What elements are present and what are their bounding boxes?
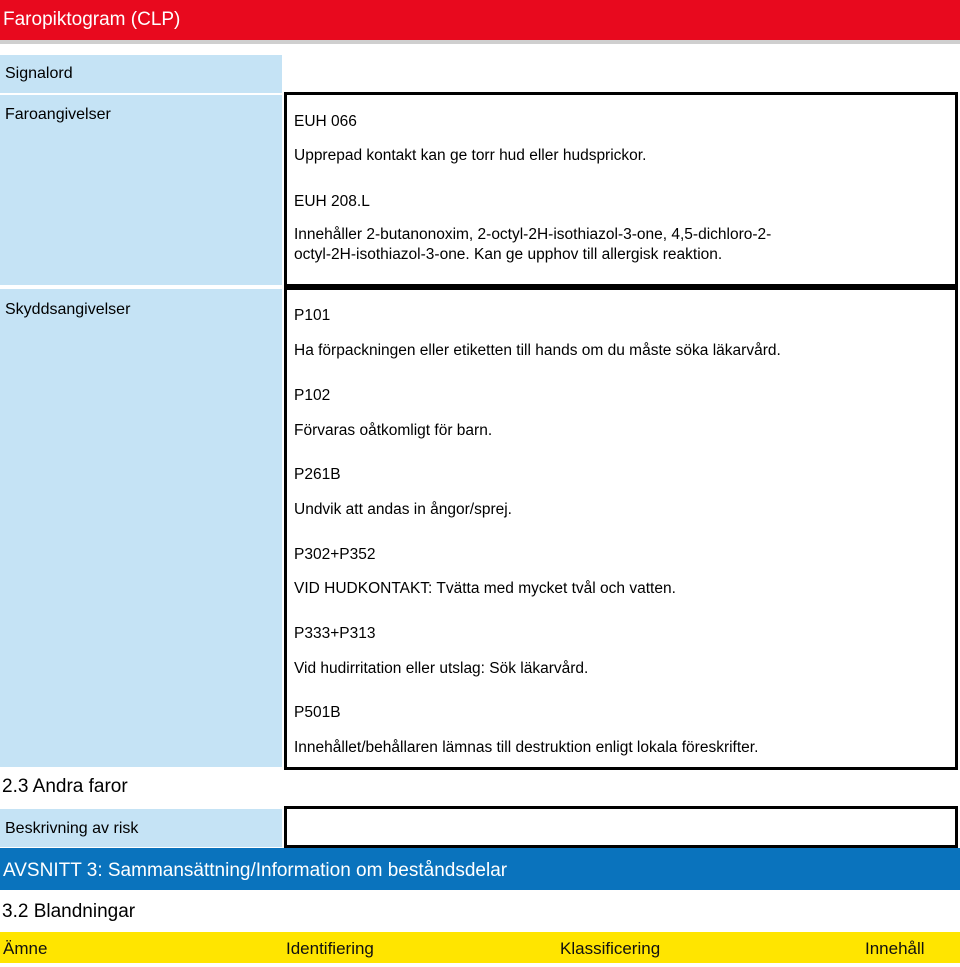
column-header-classification: Klassificering [560,939,661,958]
hazard-text-2: Innehåller 2-butanonoxim, 2-octyl-2H-isothiazol-3-one, 4,5-dichloro-2-octyl-2H-isothiazol-3-one. Kan ge upphov till allergisk reaktion. [294,226,772,263]
signal-word-label-cell [0,55,282,93]
risk-description-box [284,806,958,848]
mixtures-heading: 3.2 Blandningar [2,901,136,922]
precautionary-text: Vid hudirritation eller utslag: Sök läkarvård. [294,660,589,677]
precautionary-code: P102 [294,387,331,404]
precautionary-code: P302+P352 [294,546,376,563]
hazard-statements-label: Faroangivelser [5,106,111,123]
precautionary-code: P333+P313 [294,625,376,642]
column-header-substance: Ämne [3,939,48,958]
precautionary-text: Ha förpackningen eller etiketten till hands om du måste söka läkarvård. [294,342,781,359]
precautionary-code: P101 [294,307,331,324]
pictogram-title: Faropiktogram (CLP) [3,9,181,30]
mixtures-table-header [0,932,960,963]
precautionary-label: Skyddsangivelser [5,301,131,318]
other-hazards-heading: 2.3 Andra faror [2,776,128,797]
section3-header-bar [0,848,960,890]
hazard-statements-label-cell [0,95,282,285]
precautionary-text: VID HUDKONTAKT: Tvätta med mycket tvål och vatten. [294,580,676,597]
precautionary-code: P501B [294,704,341,721]
hazard-code-1: EUH 066 [294,113,357,130]
risk-description-label: Beskrivning av risk [5,820,139,837]
precautionary-text: Förvaras oåtkomligt för barn. [294,422,493,439]
column-header-identification: Identifiering [286,939,374,958]
pictogram-header-bar [0,0,960,44]
precautionary-text: Undvik att andas in ångor/sprej. [294,501,512,518]
precautionary-text: Innehållet/behållaren lämnas till destruktion enligt lokala föreskrifter. [294,739,759,756]
signal-word-label: Signalord [5,65,73,82]
precautionary-code: P261B [294,466,341,483]
precautionary-statements-box [284,287,958,770]
column-header-content: Innehåll [865,939,925,958]
risk-description-label-cell [0,809,282,847]
hazard-text-1: Upprepad kontakt kan ge torr hud eller hudsprickor. [294,147,647,164]
hazard-statements-box [284,92,958,287]
section3-title: AVSNITT 3: Sammansättning/Information om beståndsdelar [3,860,508,881]
hazard-code-2: EUH 208.L [294,193,370,210]
precautionary-label-cell [0,289,282,767]
